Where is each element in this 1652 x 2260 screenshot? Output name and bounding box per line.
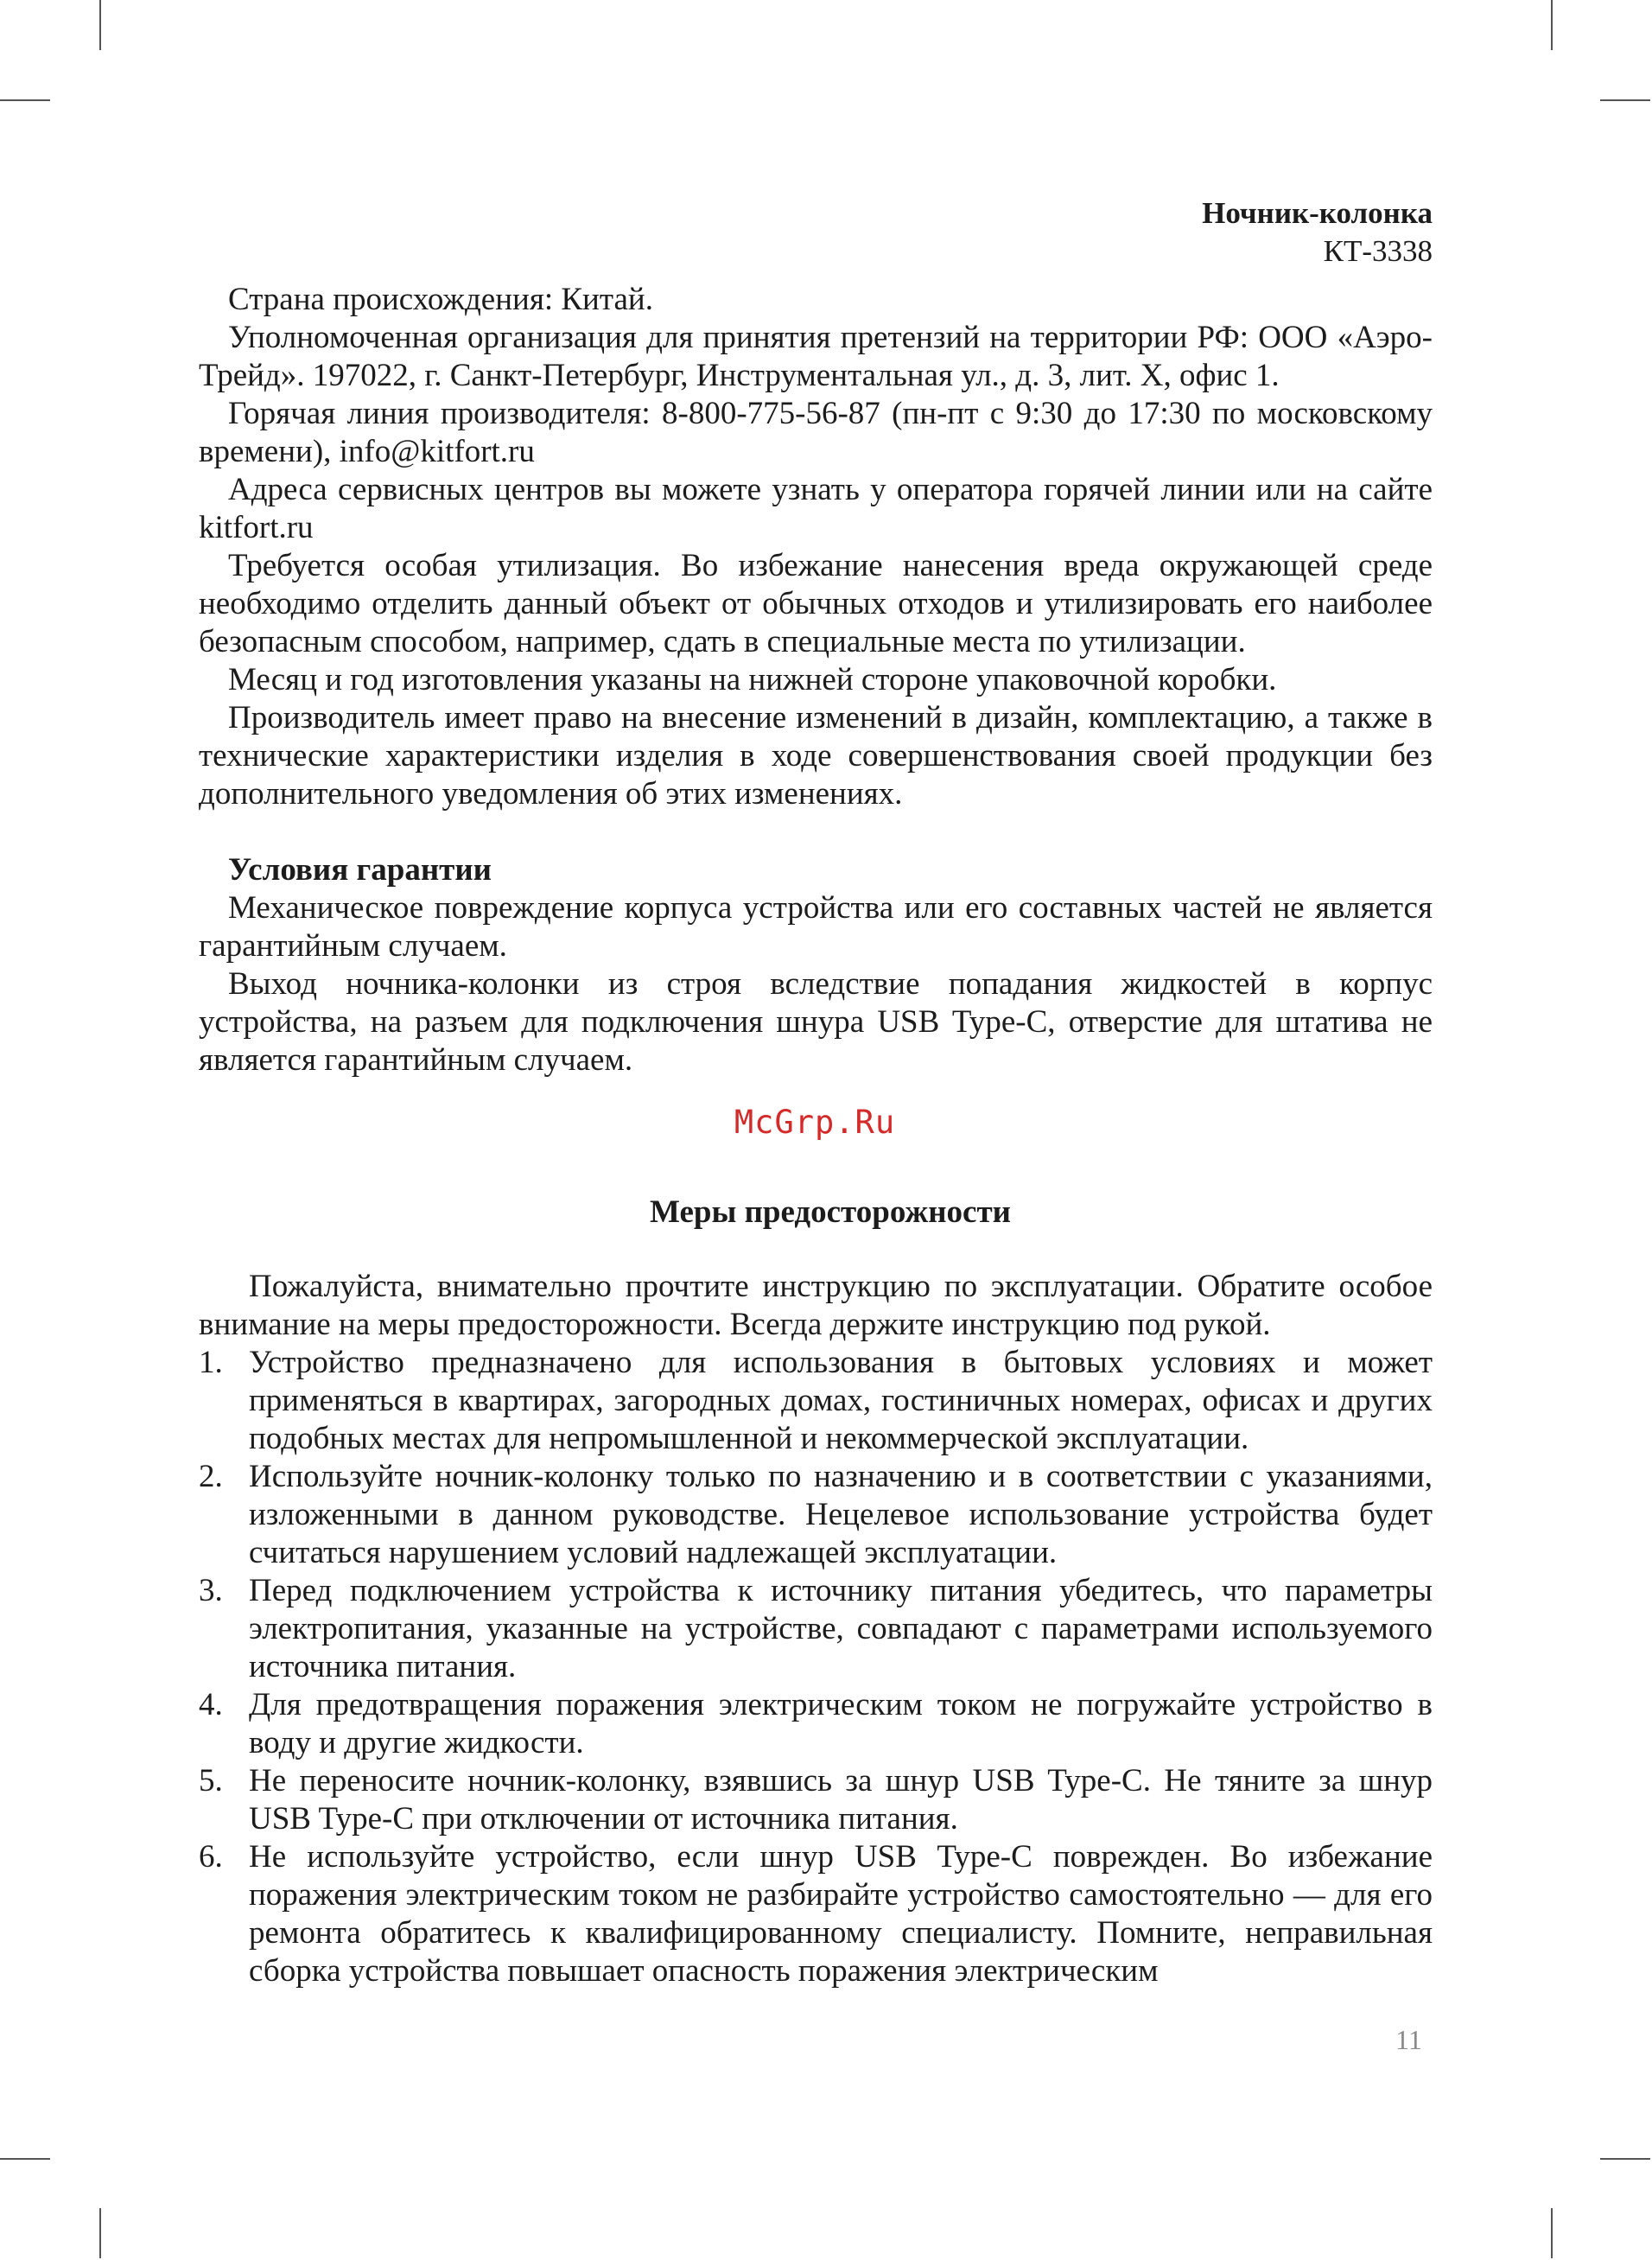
list-item: 3. Перед подключением устройства к источнику питания убедитесь, что параметры электропитания, указанные на устройстве, совпадают с параметрами используемого источника питания. — [199, 1573, 1433, 1684]
crop-mark-left-bottom — [0, 2158, 50, 2160]
warranty-paragraph: Механическое повреждение корпуса устройства или его составных частей не является гарантийным случаем. — [199, 890, 1433, 964]
crop-mark-bottom-right — [1551, 2208, 1553, 2258]
info-section — [199, 281, 1433, 813]
info-paragraph-service-centers: Адреса сервисных центров вы можете узнать у оператора горячей линии или на сайте kitfort.ru — [199, 472, 1433, 545]
precautions-title: Меры предосторожности — [650, 1194, 1011, 1230]
list-item: 2. Используйте ночник-колонку только по назначению и в соответствии с указаниями, изложенными в данном руководстве. Нецелевое использование устройства будет считаться нарушением условий надлежащей эксплуатации. — [199, 1459, 1433, 1570]
list-item: 4. Для предотвращения поражения электрическим током не погружайте устройство в воду и другие жидкости. — [199, 1687, 1433, 1760]
precautions-list — [199, 1344, 1433, 1990]
info-paragraph-disposal: Требуется особая утилизация. Во избежание нанесения вреда окружающей среде необходимо отделить данный объект от обычных отходов и утилизировать его наиболее безопасным способом, например, сдать в специальные места по утилизации. — [199, 548, 1433, 659]
list-item: 6. Не используйте устройство, если шнур USB Type-C поврежден. Во избежание поражения электрическим током не разбирайте устройство самостоятельно — для его ремонта обратитесь к квалифицированному специалисту. Помните, неправильная сборка устройства повышает опасность поражения электрическим — [199, 1839, 1433, 1989]
info-paragraph-changes: Производитель имеет право на внесение изменений в дизайн, комплектацию, а также в технические характеристики изделия в ходе совершенствования своей продукции без дополнительного уведомления об этих изменениях. — [199, 700, 1433, 812]
product-header — [199, 194, 1433, 271]
info-paragraph-country: Страна происхождения: Китай. — [228, 282, 653, 317]
crop-mark-bottom-left — [99, 2208, 101, 2258]
crop-mark-left-top — [0, 99, 50, 101]
warranty-paragraph: Выход ночника-колонки из строя вследствие попадания жидкостей в корпус устройства, на разъем для подключения шнура USB Type-C, отверстие для штатива не является гарантийным случаем. — [199, 966, 1433, 1078]
document-page — [199, 194, 1433, 1990]
crop-mark-right-top — [1600, 99, 1650, 101]
product-title: Ночник-колонка — [1202, 196, 1433, 230]
list-item: 5. Не переносите ночник-колонку, взявшись за шнур USB Type-C. Не тяните за шнур USB Type-C при отключении от источника питания. — [199, 1763, 1433, 1837]
list-item: 1. Устройство предназначено для использования в бытовых условиях и может применяться в квартирах, загородных домах, гостиничных номерах, офисах и других подобных местах для непромышленной и некоммерческой эксплуатации. — [199, 1345, 1433, 1456]
precautions-intro: Пожалуйста, внимательно прочтите инструкцию по эксплуатации. Обратите особое внимание на меры предосторожности. Всегда держите инструкцию под рукой. — [199, 1269, 1433, 1342]
info-paragraph-manufacture-date: Месяц и год изготовления указаны на нижней стороне упаковочной коробки. — [228, 662, 1277, 697]
crop-mark-right-bottom — [1600, 2158, 1650, 2160]
watermark-text: McGrp.Ru — [734, 1104, 896, 1141]
precautions-section — [199, 1268, 1433, 1990]
info-paragraph-hotline: Горячая линия производителя: 8-800-775-56-87 (пн-пт с 9:30 до 17:30 по московскому времени), info@kitfort.ru — [199, 396, 1433, 469]
crop-mark-top-right — [1551, 0, 1553, 50]
warranty-section — [199, 851, 1433, 1079]
product-model: КТ-3338 — [1323, 234, 1433, 268]
crop-mark-top-left — [99, 0, 101, 50]
page-number: 11 — [1395, 2024, 1422, 2055]
info-paragraph-organization: Уполномоченная организация для принятия претензий на территории РФ: ООО «Аэро-Трейд». 197022, г. Санкт-Петербург, Инструментальная ул., д. 3, лит. Х, офис 1. — [199, 320, 1433, 393]
warranty-title: Условия гарантии — [228, 852, 492, 888]
